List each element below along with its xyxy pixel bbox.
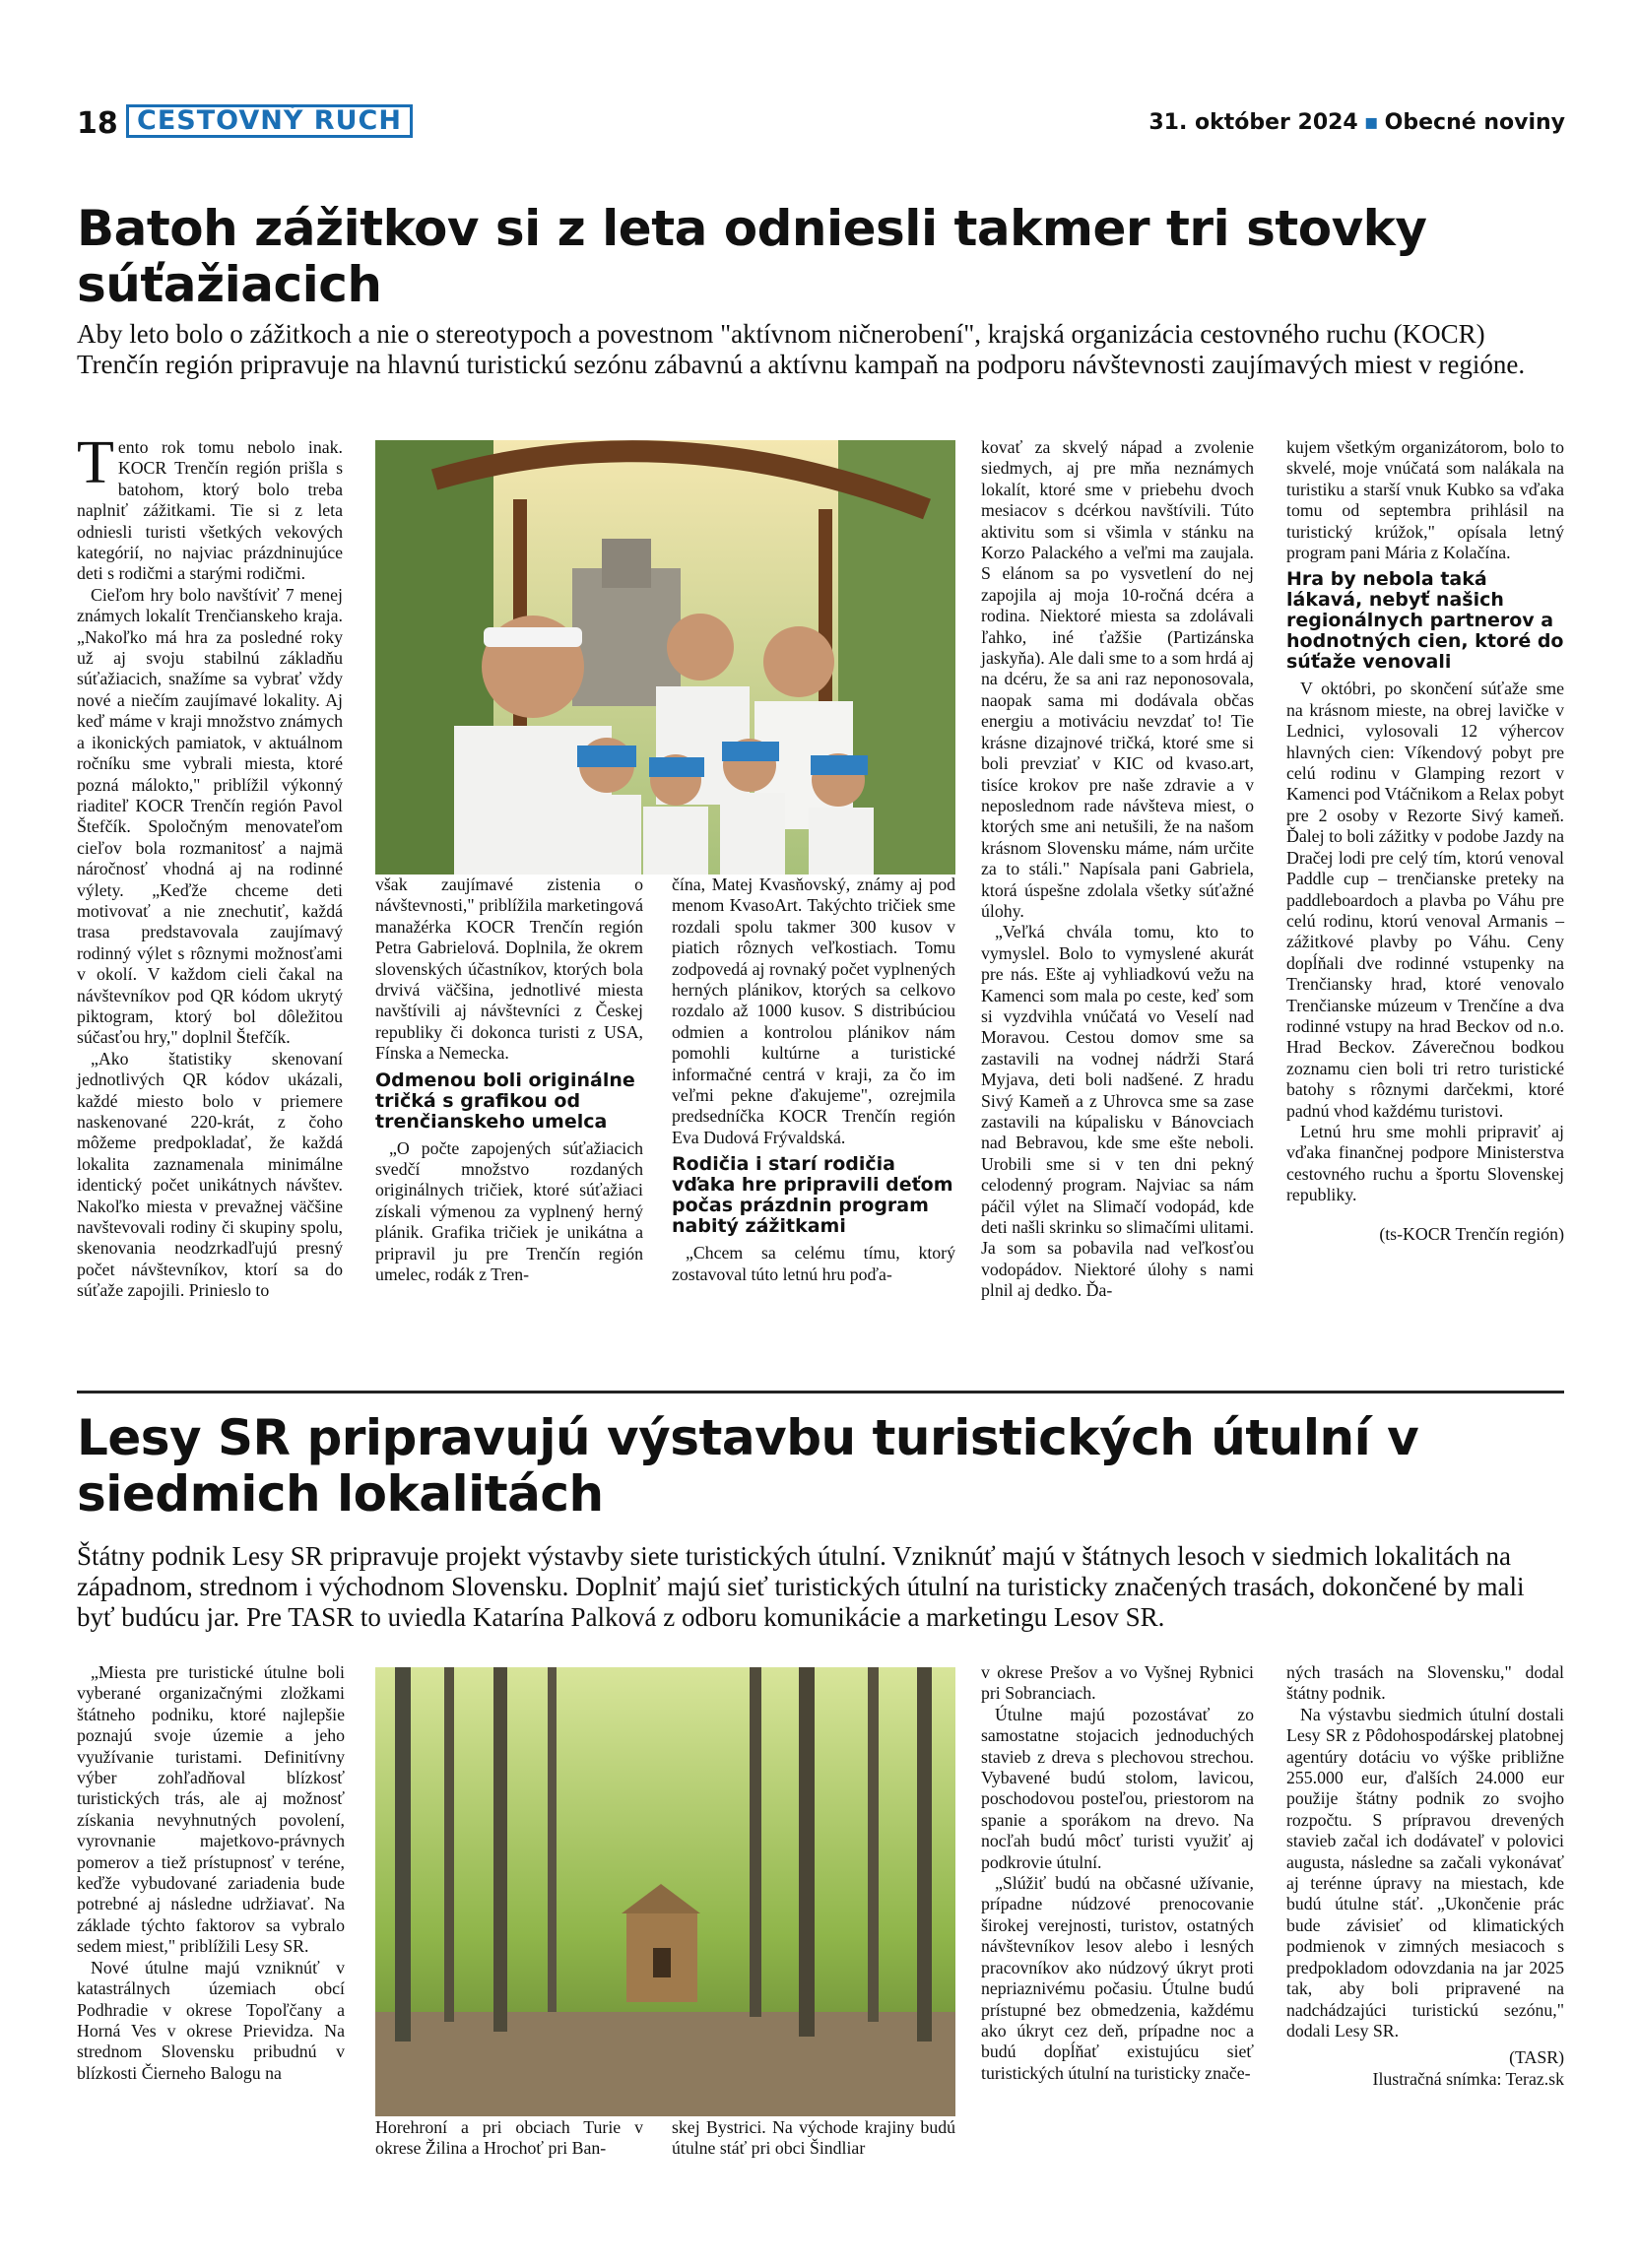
article2-paragraph: v okrese Prešov a vo Vyšnej Rybnici pri Sobranciach.: [981, 1662, 1254, 1704]
article1-headline: Batoh zážitkov si z leta odniesli takmer tri stovky súťažiacich: [77, 200, 1427, 313]
article1-paragraph: „O počte zapojených súťažiacich svedčí množstvo rozdaných originálnych tričiek, ktoré súťažiaci získali výmenou za vyplnený herný plánik. Grafika tričiek je unikátna a pripravil ju pre Trenčín región umelec, rodák z Tren-: [375, 1137, 643, 1285]
issue-info: [1148, 110, 1565, 136]
family-photo: [375, 440, 955, 875]
separator-dot: ▪: [1363, 110, 1379, 135]
article1-paragraph: však zaujímavé zistenia o návštevnosti," priblížila marketingová manažérka KOCR Trenčín región Petra Gabrielová. Doplnila, že okrem slovenských účastníkov, ktorých bola drvivá väčšina, jednotlivé miesta navštívili aj návštevníci z Českej republiky či dokonca turisti z USA, Fínska a Nemecka.: [375, 875, 643, 1064]
article2-headline: Lesy SR pripravujú výstavbu turistických útulní v siedmich lokalitách: [77, 1409, 1419, 1523]
article1-paragraph: Tento rok tomu nebolo inak. KOCR Trenčín región prišla s batohom, ktorý bolo treba naplniť zážitkami. Tie si z leta odniesli turisti všetkých vekových kategórií, no najviac prázdninujúce deti s rodičmi a starými rodičmi.: [77, 429, 343, 584]
article1-column-1: [77, 429, 343, 1302]
article-divider: [77, 1391, 1564, 1393]
dropcap: T: [77, 429, 114, 496]
family-photo-illustration: [375, 440, 955, 875]
article2-column-5: [1286, 1662, 1564, 2090]
article2-column-4: [981, 1662, 1254, 2084]
article1-paragraph: „Ako štatistiky skenovaní jednotlivých QR kódov ukázali, každé miesto bolo v priemere naskenované 220-krát, z čoho môžeme predpokladať, že každá lokalita zaznamenala minimálne identický počet unikátnych návštev. Nakoľko miesta v prevažnej väčšine navštevovali rodiny či skupiny spolu, skenovania neodzrkadľujú presný počet návštevníkov, ktorí sa do súťaže zapojili. Prinieslo to: [77, 1048, 343, 1301]
page-number: 18: [77, 106, 118, 141]
article1-paragraph: Letnú hru sme mohli pripraviť aj vďaka finančnej podpore Ministerstva cestovného ruchu a športu Slovenskej republiky.: [1286, 1121, 1564, 1205]
article2-paragraph: Nové útulne majú vzniknúť v katastrálnych územiach obcí Podhradie v okrese Topoľčany a Horná Ves v okrese Prievidza. Na strednom Slovensku pribudnú v blízkosti Čierneho Balogu na: [77, 1957, 345, 2083]
issue-date: 31. október 2024: [1148, 110, 1358, 135]
article2-credit: (TASR): [1509, 2047, 1564, 2068]
article2-paragraph: skej Bystrici. Na východe krajiny budú útulne stáť pri obci Šindliar: [672, 2117, 955, 2159]
photo-credit: Ilustračná snímka: Teraz.sk: [1372, 2068, 1564, 2089]
article2-paragraph: „Miesta pre turistické útulne boli vyberané organizačnými zložkami štátneho podniku, ktoré najlepšie poznajú svoje územie a jeho využívanie turistami. Definitívny výber zohľadňoval blízkosť turistických trás, ale aj možnosť získania nevyhnutných povolení, vyrovnanie majetkovo-právnych pomerov a tiež prístupnosť v teréne, keďže vybudované zariadenia bude potrebné aj následne udržiavať. Na základe týchto faktorov sa vybralo sedem miest," priblížili Lesy SR.: [77, 1662, 345, 1957]
article1-paragraph: Cieľom hry bolo navštíviť 7 menej známych lokalít Trenčianskeho kraja. „Nakoľko má hra za posledné roky už aj svoju stabilnú základňu súťažiacich, snažíme sa vybrať vždy nové a niečím zaujímavé lokality. Aj keď máme v kraji množstvo známych a ikonických pamiatok, v aktuálnom ročníku sme vybrali miesta, ktoré pozná málokto," priblížil výkonný riaditeľ KOCR Trenčín región Pavol Štefčík. Spoločným menovateľom cieľov bola rozmanitosť a najmä náročnosť vhodná aj na rodinné výlety. „Keďže chceme deti motivovať a nie znechutiť, každá trasa predstavovala zaujímavý rodinný výlet s rôznymi možnosťami v okolí. V každom cieli čakal na návštevníkov pod QR kódom ukrytý piktogram, ktorý bol dôležitou súčasťou hry," doplnil Štefčík.: [77, 584, 343, 1048]
article2-column-3: [672, 2117, 955, 2160]
article2-column-1: [77, 1662, 345, 2084]
article1-paragraph: kujem všetkým organizátorom, bolo to skvelé, moje vnúčatá som nalákala na turistiku a starší vnuk Kubko sa vďaka tomu od septembra prihlásil na turistický krúžok," opísala letný program pani Mária z Kolačína.: [1286, 437, 1564, 563]
article1-lead: Aby leto bolo o zážitkoch a nie o stereotypoch a povestnom "aktívnom ničnerobení", krajská organizácia cestovného ruchu (KOCR) Trenčín región pripravuje na hlavnú turistickú sezónu zábavnú a aktívnu kampaň na podporu návštevnosti zaujímavých miest v regióne.: [77, 319, 1526, 379]
article1-subhead-3: Hra by nebola taká lákavá, nebyť našich regionálnych partnerov a hodnotných cien, ktoré do súťaže venovali: [1286, 568, 1564, 674]
article2-paragraph: Útulne majú pozostávať zo samostatne stojacich jednoduchých stavieb z dreva s plechovou strechou. Vybavené budú stolom, lavicou, poschodovou posteľou, priestorom na spanie a sporákom na drevo. Na nocľah budú môcť turisti využiť aj podkrovie útulní.: [981, 1704, 1254, 1872]
article1-column-3: [672, 875, 955, 1285]
publication-name: Obecné noviny: [1384, 110, 1565, 135]
article2-paragraph: ných trasách na Slovensku," dodal štátny podnik.: [1286, 1662, 1564, 1704]
article1-paragraph: „Chcem sa celému tímu, ktorý zostavoval túto letnú hru poďa-: [672, 1243, 955, 1284]
article1-paragraph: „Veľká chvála tomu, kto to vymyslel. Bolo to vymyslené akurát pre nás. Ešte aj vyhliadkovú vežu na Kamenci som mala po ceste, keď som si vyzdvihla vnúčatá vo Veselí nad Moravou. Cestou domov sme sa zastavili na vodnej nádrži Stará Myjava, deti boli nadšené. Z hradu Sivý Kameň a z Uhrovca sme sa zase zastavili na kúpalisku v Bánovciach nad Bebravou, kde sme ešte neboli. Urobili sme si v ten dni pekný celodenný program. Najviac sa nám páčil výlet na Slimačí vodopád, kde deti našli skrinku so slimačími ulitami. Ja som sa pobavila nad veľkosťou vodopádov. Niektoré úlohy s nami plnil aj dedko. Ďa-: [981, 922, 1254, 1301]
article1-column-4: [981, 437, 1254, 1302]
article2-paragraph: Na výstavbu siedmich útulní dostali Lesy SR z Pôdohospodárskej platobnej agentúry dotáciu vo výške približne 255.000 eur, ďalších 24.000 eur použije štátny podnik zo svojho rozpočtu. S prípravou drevených stavieb začal ich dodávateľ v polovici augusta, následne sa začali vykonávať aj terénne úpravy na miestach, kde budú útulne stáť. „Ukončenie prác bude závisieť od klimatických podmienok v zimných mesiacoch s predpokladom odovzdania na jar 2025 tak, aby boli pripravené na nadchádzajúci turistickú sezónu," dodali Lesy SR.: [1286, 1704, 1564, 2041]
article2-column-2: [375, 2117, 643, 2160]
article1-subhead-2: Rodičia i starí rodičia vďaka hre pripravili deťom počas prázdnin program nabitý zážitkami: [672, 1153, 953, 1238]
article1-column-2: [375, 875, 643, 1286]
article1-column-5: [1286, 437, 1564, 1245]
article1-paragraph: V októbri, po skončení súťaže sme na krásnom mieste, na obrej lavičke v Lednici, vylosovali 12 výhercov hlavných cien: Víkendový pobyt pre celú rodinu v Glamping rezort v Kamenci pod Vtáčnikom a Relax pobyt pre 2 osoby v Rezorte Sivý kameň. Ďalej to boli zážitky v podobe Jazdy na Dračej lodi pre celý tím, ktorú venoval Paddle cup – trenčianske preteky na paddleboardoch a plavba po Váhu pre celú rodinu, ktorú venoval Armanis – zážitkové plavby po Váhu. Ceny dopĺňali dve rodinné vstupenky na Trenčiansky hrad, ktoré venovalo Trenčianske múzeum v Trenčíne a dva rodinné vstupy na hrad Beckov od n.o. Hrad Beckov. Záverečnou bodkou zoznamu cien boli tri retro turistické batohy s rôznymi darčekmi, ktoré padnú vhod každému turistovi.: [1286, 679, 1564, 1121]
forest-shelter-illustration: [375, 1667, 955, 2116]
article1-paragraph: čína, Matej Kvasňovský, známy aj pod menom KvasoArt. Takýchto tričiek sme rozdali spolu takmer 300 kusov v piatich rôznych veľkostiach. Tomu zodpovedá aj rovnaký počet vyplnených herných plánikov, ktorých sa celkovo rozdalo až 1000 kusov. S distribúciou odmien a kontrolou plánikov nám pomohli kultúrne a turistické informačné centrá v kraji, za čo im veľmi pekne ďakujeme", ozrejmila predsedníčka KOCR Trenčín región Eva Dudová Frývaldská.: [672, 875, 955, 1147]
article1-paragraph: kovať za skvelý nápad a zvolenie siedmych, aj pre mňa neznámych lokalít, ktoré sme v priebehu dvoch mesiacov s dcérkou navštívili. Túto aktivitu som si všimla v stánku na Korzo Palackého a veľmi ma zaujala. S elánom sa po vysvetlení do nej zapojila aj moja 10-ročná dcéra a rodina. Niektoré miesta sa zdolávali ľahko, iné ťažšie (Partizánska jaskyňa). Ale dali sme to a som hrdá aj na dcéru, že sa ani raz neponosovala, naopak sama mi dodávala občas energiu a motiváciu nevzdať to! Tie krásne dizajnové tričká, ktoré sme si boli prevziať v KIC od kvaso.art, tisíce krokov pre naše zdravie a v neposlednom rade návšteva miest, o ktorých sme ani netušili, že na našom krásnom Slovensku máme, nám určite za to stáli." Napísala pani Gabriela, ktorá úspešne zdolala všetky súťažné úlohy.: [981, 437, 1254, 921]
article2-paragraph: „Slúžiť budú na občasné užívanie, prípadne núdzové prenocovanie širokej verejnosti, turistov, ostatných návštevníkov lesov alebo i lesných pracovníkov ako núdzový úkryt proti nepriaznivému počasiu. Útulne budú prístupné bez obmedzenia, každému ako úkryt cez deň, prípadne noc a budú dopĺňať existujúcu sieť turistických útulní na turisticky znače-: [981, 1873, 1254, 2083]
article1-subhead-1: Odmenou boli originálne tričká s grafikou od trenčianskeho umelca: [375, 1069, 635, 1133]
article2-paragraph: Horehroní a pri obciach Turie v okrese Žilina a Hrochoť pri Ban-: [375, 2117, 643, 2159]
section-tag: CESTOVNÝ RUCH: [126, 104, 413, 138]
article2-lead: Štátny podnik Lesy SR pripravuje projekt výstavby siete turistických útulní. Vzniknúť majú v štátnych lesoch v siedmich lokalitách na západnom, strednom i východnom Slovensku. Doplniť majú sieť turistických útulní na turisticky značených trasách, dokončené by mali byť budúcu jar. Pre TASR to uviedla Katarína Palková z odboru komunikácie a marketingu Lesov SR.: [77, 1541, 1525, 1632]
article1-credit: (ts-KOCR Trenčín región): [1379, 1223, 1564, 1244]
forest-shelter-photo: [375, 1667, 955, 2116]
